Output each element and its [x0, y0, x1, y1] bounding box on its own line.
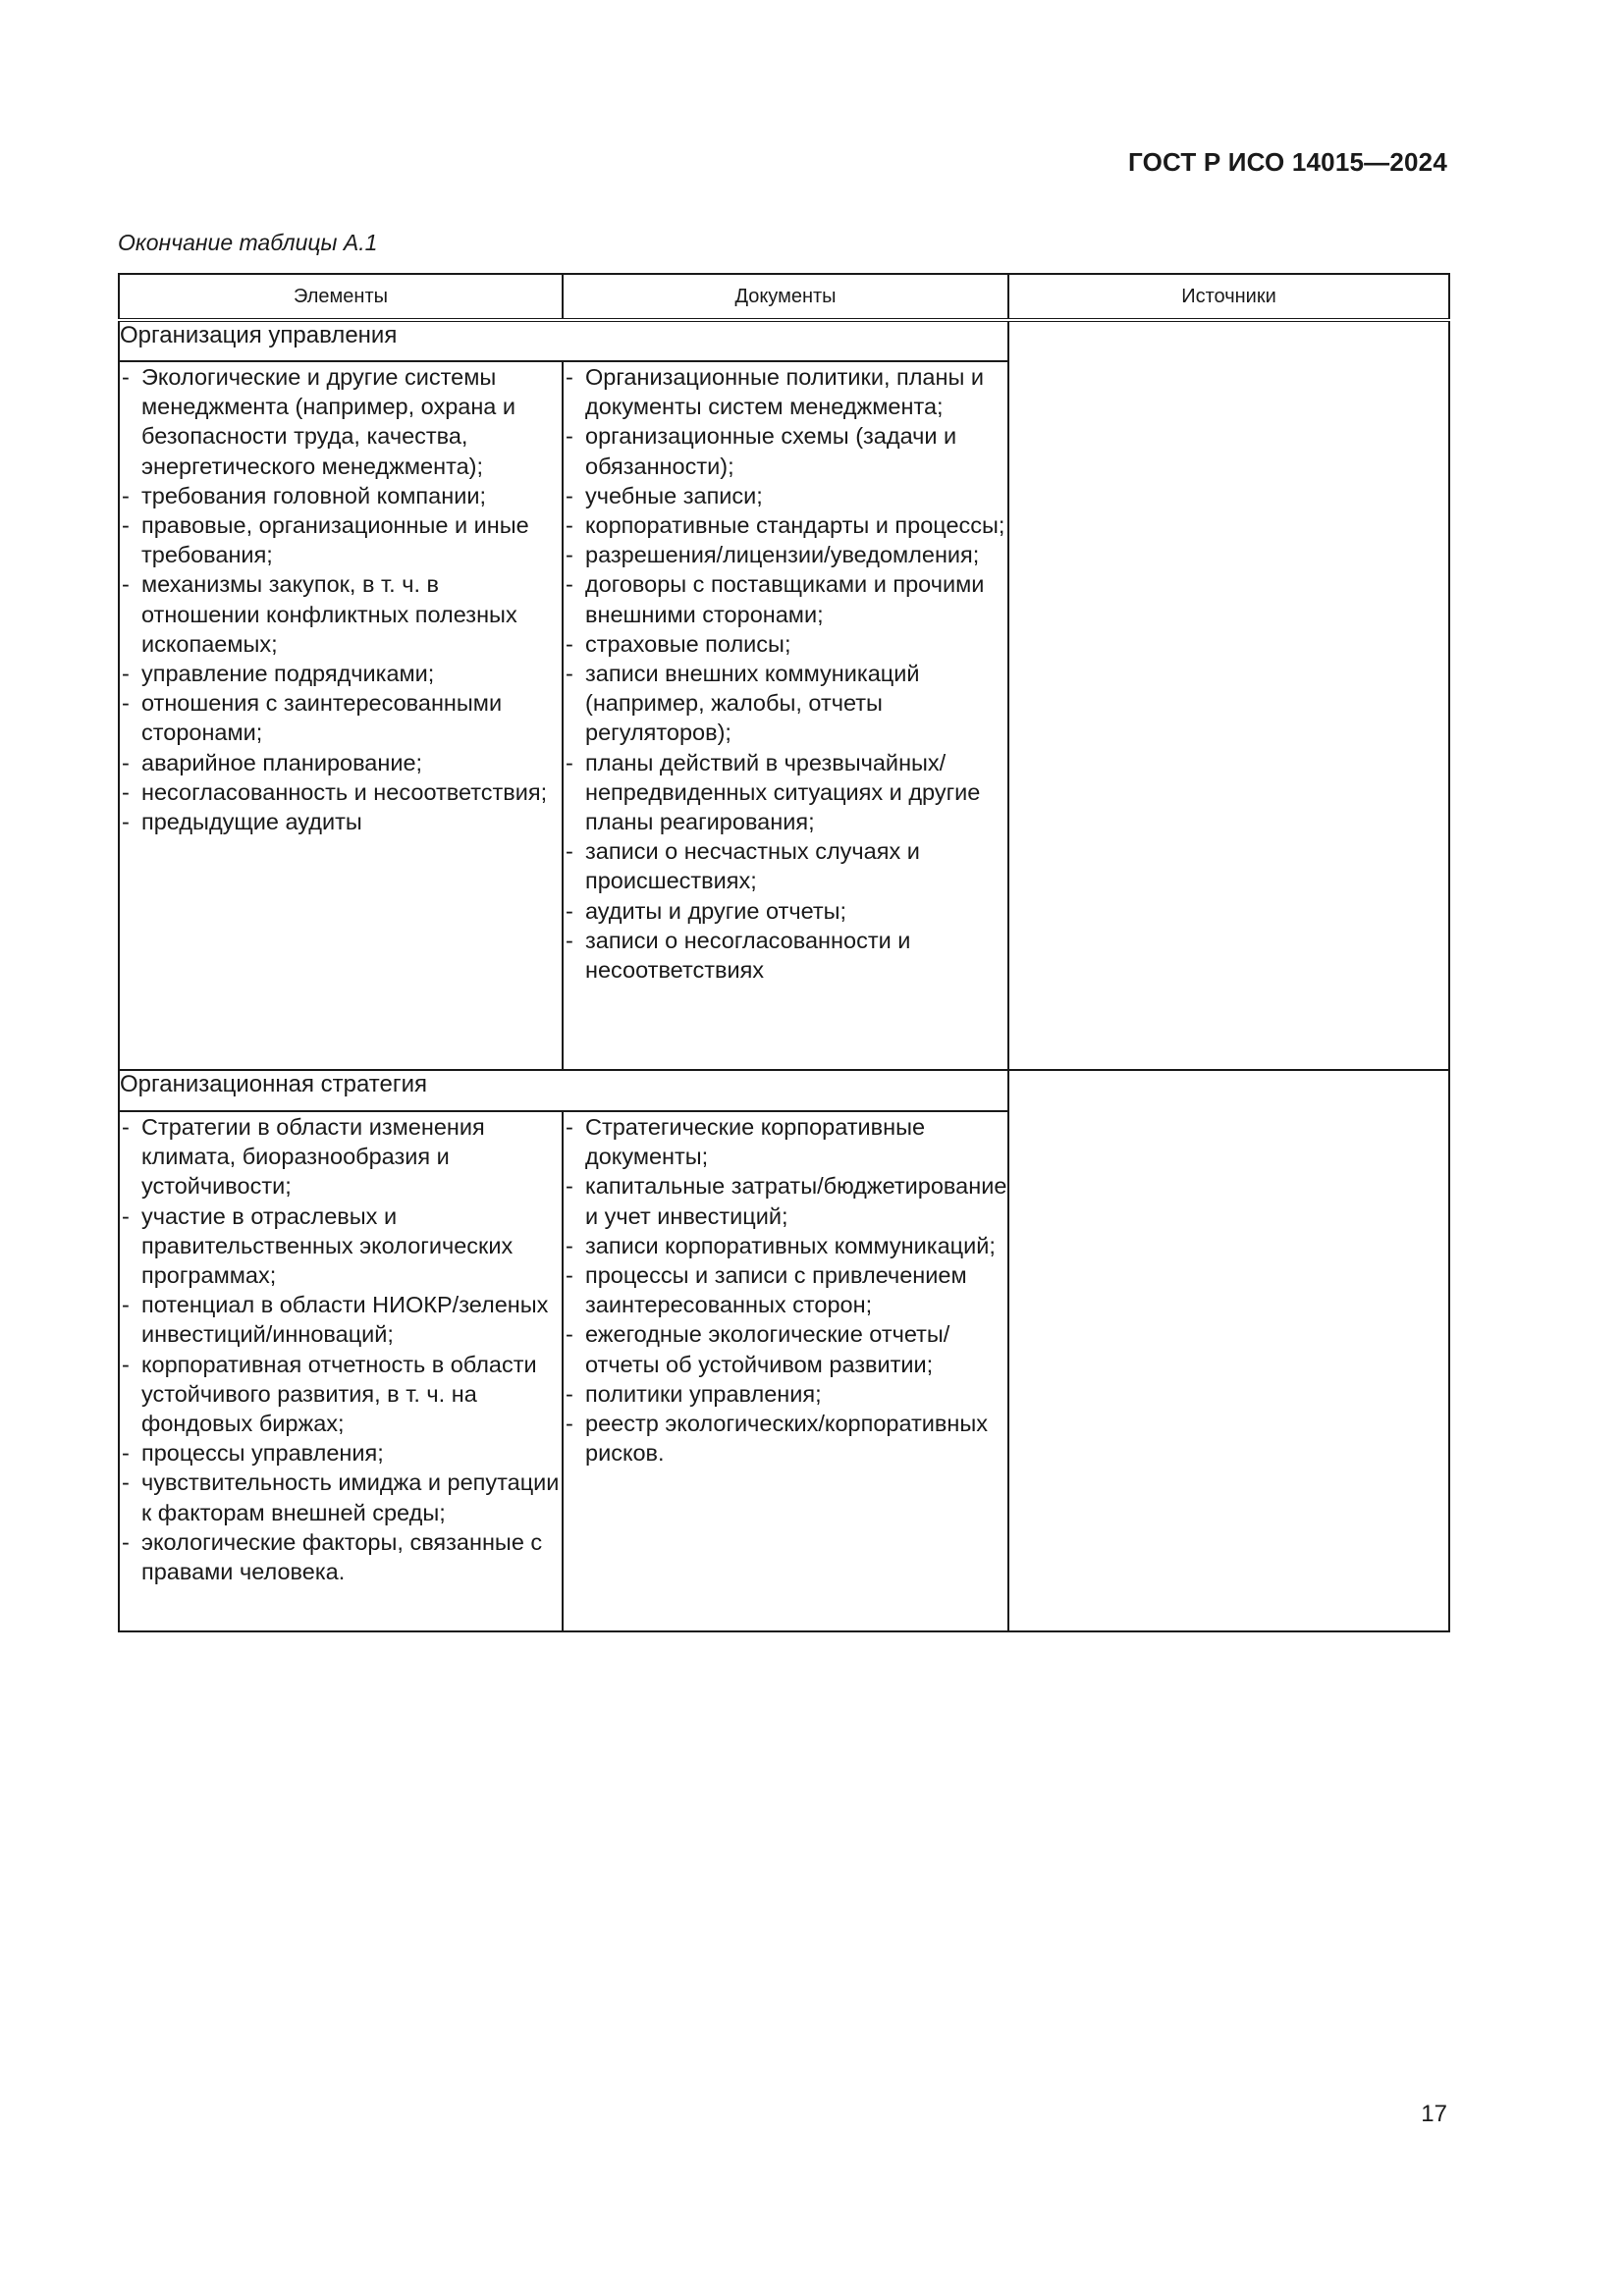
- page-number: 17: [1421, 2101, 1447, 2127]
- list-item: - записи о несогласованности и несоответствиях: [564, 926, 1007, 985]
- list-item: - корпоративные стандарты и процессы;: [564, 510, 1007, 540]
- table-caption: Окончание таблицы А.1: [118, 230, 378, 255]
- documents-list: [564, 1112, 1007, 1468]
- elements-cell: [119, 361, 563, 1070]
- list-item: - участие в отраслевых и правительственных экологических программах;: [120, 1201, 562, 1291]
- list-item: - Организационные политики, планы и документы систем менеджмента;: [564, 362, 1007, 421]
- column-header-elements: Элементы: [119, 274, 563, 320]
- list-item: - процессы управления;: [120, 1438, 562, 1468]
- elements-cell: [119, 1111, 563, 1631]
- section-title: Организация управления: [119, 320, 1008, 361]
- list-item: - аварийное планирование;: [120, 748, 562, 777]
- list-item: - учебные записи;: [564, 481, 1007, 510]
- sources-cell: [1008, 1070, 1449, 1631]
- sources-cell: [1008, 320, 1449, 1070]
- list-item: - капитальные затраты/бюджетирование и учет инвестиций;: [564, 1171, 1007, 1230]
- list-item: - чувствительность имиджа и репутации к факторам внешней среды;: [120, 1468, 562, 1526]
- list-item: - правовые, организационные и иные требования;: [120, 510, 562, 569]
- elements-list: [120, 362, 562, 836]
- list-item: - Стратегические корпоративные документы;: [564, 1112, 1007, 1171]
- list-item: - предыдущие аудиты: [120, 807, 562, 836]
- list-item: - договоры с поставщиками и прочими внешними сторонами;: [564, 569, 1007, 628]
- document-code: ГОСТ Р ИСО 14015—2024: [1127, 147, 1447, 177]
- list-item: - ежегодные экологические отчеты/отчеты об устойчивом развитии;: [564, 1319, 1007, 1378]
- list-item: - требования головной компании;: [120, 481, 562, 510]
- list-item: - Стратегии в области изменения климата, биоразнообразия и устойчивости;: [120, 1112, 562, 1201]
- list-item: - корпоративная отчетность в области устойчивого развития, в т. ч. на фондовых биржах;: [120, 1350, 562, 1439]
- list-item: - несогласованность и несоответствия;: [120, 777, 562, 807]
- column-header-documents: Документы: [563, 274, 1008, 320]
- list-item: - записи о несчастных случаях и происшествиях;: [564, 836, 1007, 895]
- list-item: - планы действий в чрезвычайных/непредвиденных ситуациях и другие планы реагирования;: [564, 748, 1007, 837]
- list-item: - отношения с заинтересованными сторонами;: [120, 688, 562, 747]
- list-item: - процессы и записи с привлечением заинтересованных сторон;: [564, 1260, 1007, 1319]
- section-title-row: [119, 1070, 1449, 1111]
- list-item: - страховые полисы;: [564, 629, 1007, 659]
- list-item: - аудиты и другие отчеты;: [564, 896, 1007, 926]
- section-title: Организационная стратегия: [119, 1070, 1008, 1111]
- list-item: - политики управления;: [564, 1379, 1007, 1409]
- column-header-sources: Источники: [1008, 274, 1449, 320]
- list-item: - разрешения/лицензии/уведомления;: [564, 540, 1007, 569]
- list-item: - записи внешних коммуникаций (например, жалобы, отчеты регуляторов);: [564, 659, 1007, 748]
- section-title-row: [119, 320, 1449, 361]
- documents-list: [564, 362, 1007, 985]
- documents-cell: [563, 361, 1008, 1070]
- table-header-row: [119, 274, 1449, 320]
- documents-cell: [563, 1111, 1008, 1631]
- list-item: - механизмы закупок, в т. ч. в отношении конфликтных полезных ископаемых;: [120, 569, 562, 659]
- list-item: - экологические факторы, связанные с правами человека.: [120, 1527, 562, 1586]
- list-item: - организационные схемы (задачи и обязанности);: [564, 421, 1007, 480]
- list-item: - Экологические и другие системы менеджмента (например, охрана и безопасности труда, качества, энергетического менеджмента);: [120, 362, 562, 481]
- list-item: - потенциал в области НИОКР/зеленых инвестиций/инноваций;: [120, 1290, 562, 1349]
- list-item: - реестр экологических/корпоративных рисков.: [564, 1409, 1007, 1468]
- elements-list: [120, 1112, 562, 1586]
- sources-table: [118, 273, 1450, 1632]
- list-item: - записи корпоративных коммуникаций;: [564, 1231, 1007, 1260]
- list-item: - управление подрядчиками;: [120, 659, 562, 688]
